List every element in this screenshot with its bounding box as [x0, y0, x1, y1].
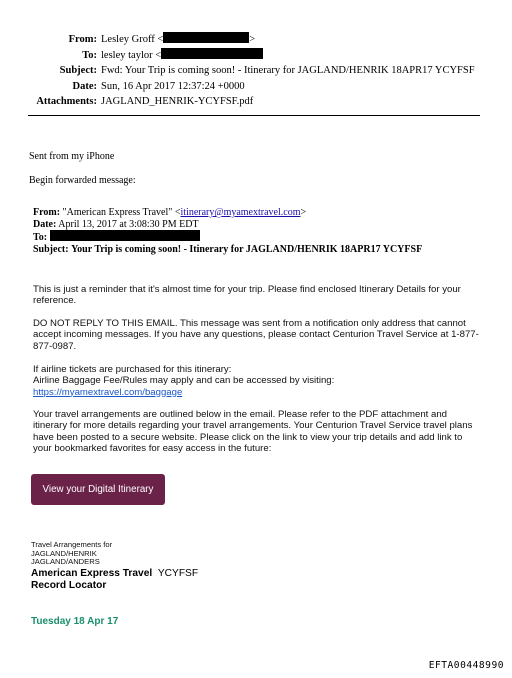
baggage-line-1: If airline tickets are purchased for this itinerary:	[33, 364, 232, 375]
record-locator-label: Record Locator	[31, 580, 107, 591]
header-divider	[28, 115, 480, 116]
do-not-reply-paragraph: DO NOT REPLY TO THIS EMAIL. This message was sent from a notification only address that cannot accept incoming messages. If you have any questions, please contact Centurion Travel Service at 1-877-877-0987.	[33, 318, 479, 352]
header-subject-row	[0, 63, 512, 79]
traveler-name-1: JAGLAND/HENRIK	[31, 548, 97, 558]
fw-from-email-link[interactable]: itinerary@myamextravel.com	[180, 207, 301, 218]
fw-from-close: >	[300, 207, 307, 218]
record-locator-code: YCYFSF	[157, 568, 199, 579]
fw-date-value: April 13, 2017 at 3:08:30 PM EDT	[58, 218, 199, 230]
trip-date: Tuesday 18 Apr 17	[31, 616, 119, 627]
forwarded-to-row	[33, 230, 422, 244]
from-name: Lesley Groff <	[101, 34, 164, 45]
header-to-row	[0, 48, 512, 64]
baggage-link[interactable]: https://myamextravel.com/baggage	[33, 386, 183, 398]
traveler-name-2: JAGLAND/ANDERS	[31, 557, 100, 567]
attachments-value[interactable]: JAGLAND_HENRIK-YCYFSF.pdf	[101, 96, 254, 107]
fw-from-label: From:	[33, 207, 61, 218]
fw-from-name: "American Express Travel" <	[62, 207, 181, 218]
email-header	[0, 32, 512, 110]
to-label: To:	[82, 49, 97, 61]
header-from-row	[0, 32, 512, 48]
sent-from-line: Sent from my iPhone	[29, 151, 115, 162]
subject-value: Fwd: Your Trip is coming soon! - Itinerary for JAGLAND/HENRIK 18APR17 YCYFSF	[101, 65, 475, 76]
reminder-paragraph: This is just a reminder that it's almost time for your trip. Please find enclosed Itinerary Details for your reference.	[33, 284, 461, 307]
to-name: lesley taylor <	[101, 49, 162, 61]
forwarded-header	[33, 207, 422, 255]
redaction-box	[163, 32, 249, 43]
fw-date-label: Date:	[33, 218, 57, 230]
header-attachments-row	[0, 94, 512, 110]
agency-name: American Express Travel	[31, 568, 153, 579]
date-value: Sun, 16 Apr 2017 12:37:24 +0000	[101, 80, 245, 92]
fw-subject-value: Your Trip is coming soon! - Itinerary for JAGLAND/HENRIK 18APR17 YCYFSF	[71, 243, 423, 255]
travel-heading: Travel Arrangements for	[31, 540, 113, 549]
travel-arrangements-block	[31, 541, 112, 567]
fw-subject-label: Subject:	[33, 243, 69, 255]
forwarded-subject-row	[33, 244, 422, 256]
begin-forwarded-line: Begin forwarded message:	[29, 175, 136, 186]
redaction-box	[161, 48, 263, 59]
attachments-label: Attachments:	[36, 96, 97, 107]
baggage-paragraph	[33, 364, 483, 398]
to-value	[101, 48, 263, 64]
date-label: Date:	[72, 80, 97, 92]
agency-block	[31, 568, 198, 592]
arrangements-paragraph: Your travel arrangements are outlined below in the email. Please refer to the PDF attachment and itinerary for more details regarding your travel arrangements. Your Centurion Travel Service travel plans have been posted to a secure website. Please click on the link to view your trip details and add link to your bookmarked favorites for easy access in the future:	[33, 409, 473, 454]
view-digital-itinerary-button[interactable]: View your Digital Itinerary	[31, 474, 165, 505]
header-date-row	[0, 79, 512, 95]
from-label: From:	[68, 34, 97, 45]
from-tail: >	[249, 34, 256, 45]
forwarded-date-row	[33, 219, 422, 231]
subject-label: Subject:	[59, 65, 97, 76]
fw-to-label: To:	[33, 232, 48, 243]
from-value	[101, 32, 255, 48]
baggage-line-2: Airline Baggage Fee/Rules may apply and can be accessed by visiting:	[33, 375, 335, 387]
redaction-box	[50, 230, 200, 241]
bates-number: EFTA00448990	[428, 660, 504, 671]
forwarded-from-row	[33, 207, 422, 219]
